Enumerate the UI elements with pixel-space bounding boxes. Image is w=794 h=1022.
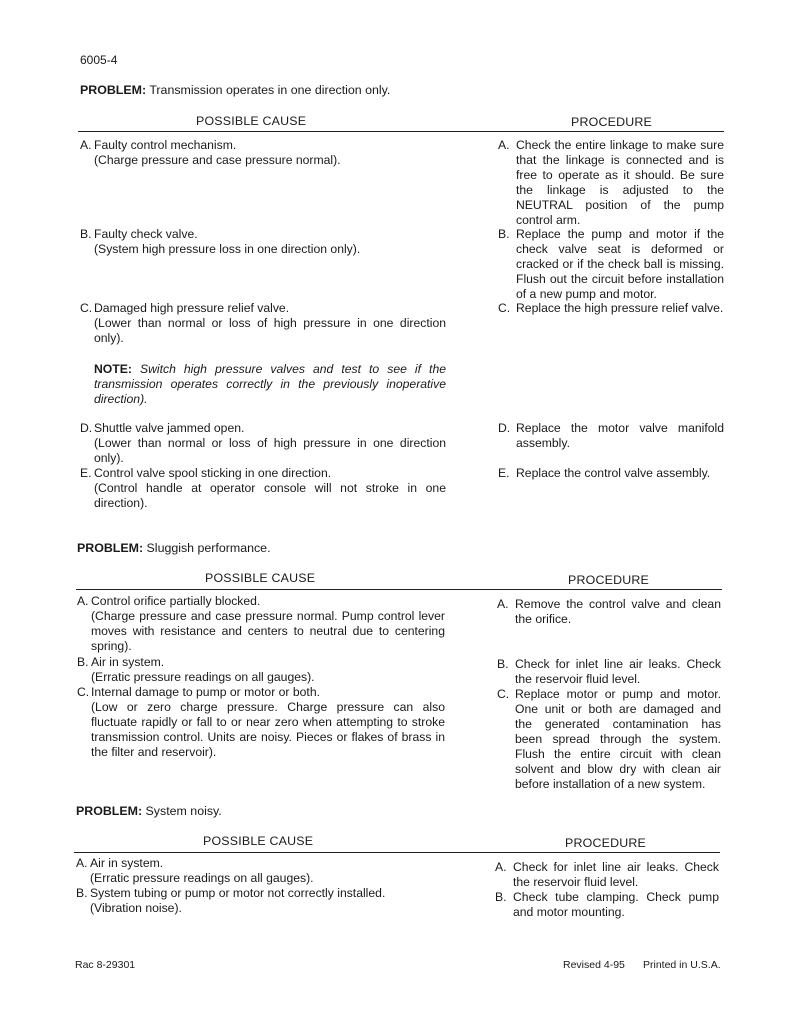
procedure-item: [498, 138, 724, 228]
note-text: Switch high pressure valves and test to see if the transmission operates correctly in the previously inoperative direction).: [94, 362, 446, 406]
problem-label: PROBLEM:: [80, 83, 147, 97]
item-letter: C.: [497, 687, 510, 701]
problem-text: System noisy.: [145, 804, 222, 818]
cause-title: Air in system.: [91, 655, 165, 669]
item-letter: E.: [498, 466, 510, 480]
procedure-item: [498, 421, 724, 451]
cause-item: [80, 301, 450, 346]
cause-detail: (Erratic pressure readings on all gauges).: [90, 871, 314, 885]
cause-title: Faulty control mechanism.: [94, 138, 237, 152]
footer-document-id: Rac 8-29301: [75, 959, 136, 971]
problem-statement-1: [80, 83, 390, 98]
footer-revised: Revised 4-95: [563, 959, 625, 971]
cause-title: Internal damage to pump or motor or both.: [91, 685, 320, 699]
procedure-item: [495, 860, 719, 890]
item-letter: A.: [80, 138, 92, 152]
procedure-item: [497, 657, 721, 687]
procedure-text: Replace the motor valve manifold assembly.: [516, 421, 724, 450]
problem-text: Transmission operates in one direction only.: [149, 83, 391, 97]
procedure-item: [497, 597, 721, 627]
cause-detail: (Lower than normal or loss of high pressure in one direction only).: [94, 316, 446, 345]
procedure-item: [497, 687, 721, 792]
procedure-text: Check for inlet line air leaks. Check the reservoir fluid level.: [515, 657, 721, 686]
cause-item: [80, 421, 450, 466]
procedure-item: [498, 301, 724, 316]
item-letter: A.: [77, 594, 89, 608]
cause-title: Faulty check valve.: [94, 227, 198, 241]
cause-item: [77, 685, 449, 760]
item-letter: B.: [77, 655, 89, 669]
possible-cause-header: POSSIBLE CAUSE: [196, 114, 307, 128]
cause-item: [77, 655, 449, 685]
procedure-header: PROCEDURE: [568, 573, 649, 587]
procedure-text: Check for inlet line air leaks. Check the reservoir fluid level.: [513, 860, 719, 889]
cause-detail: (Low or zero charge pressure. Charge pressure can also fluctuate rapidly or fall to or near zero when attempting to stroke transmission control. Units are noisy. Pieces or flakes of brass in the filter and reservoir).: [91, 700, 445, 759]
procedure-header: PROCEDURE: [565, 836, 646, 850]
item-letter: D.: [80, 421, 93, 435]
procedure-text: Replace motor or pump and motor. One unit or both are damaged and the generated contamination has been spread through the system. Flush the entire circuit with clean solvent and blow dry with clean air before installation of a new system.: [515, 687, 721, 791]
item-letter: A.: [498, 138, 510, 152]
procedure-item: [495, 890, 719, 920]
cause-item: [80, 227, 450, 257]
procedure-text: Replace the pump and motor if the check valve seat is deformed or cracked or if the check ball is missing. Flush out the circuit before installation of a new pump and motor.: [516, 227, 724, 301]
cause-detail: (Control handle at operator console will not stroke in one direction).: [94, 481, 446, 510]
cause-title: Damaged high pressure relief valve.: [94, 301, 290, 315]
problem-label: PROBLEM:: [76, 804, 143, 818]
procedure-item: [498, 466, 724, 481]
item-letter: A.: [495, 860, 507, 874]
cause-detail: (Vibration noise).: [90, 901, 182, 915]
cause-item: [80, 138, 450, 168]
cause-detail: (Erratic pressure readings on all gauges).: [91, 670, 315, 684]
item-letter: D.: [498, 421, 511, 435]
item-letter: B.: [497, 657, 509, 671]
item-letter: C.: [80, 301, 93, 315]
cause-detail: (Charge pressure and case pressure normal. Pump control lever moves with resistance and centers to neutral due to centering spring).: [91, 609, 445, 653]
note-block: [94, 362, 446, 407]
footer-printed: Printed in U.S.A.: [643, 959, 721, 971]
cause-title: Air in system.: [90, 856, 164, 870]
item-letter: B.: [495, 890, 507, 904]
problem-label: PROBLEM:: [77, 541, 144, 555]
cause-item: [77, 594, 449, 654]
item-letter: C.: [77, 685, 90, 699]
procedure-header: PROCEDURE: [571, 115, 652, 129]
cause-title: Control orifice partially blocked.: [91, 594, 261, 608]
procedure-text: Check tube clamping. Check pump and motor mounting.: [513, 890, 719, 919]
problem-statement-2: [77, 541, 271, 556]
header-rule: [74, 852, 720, 853]
page-number: 6005-4: [80, 53, 118, 67]
cause-item: [76, 856, 448, 886]
header-rule: [76, 589, 722, 590]
note-label: NOTE:: [94, 362, 132, 376]
possible-cause-header: POSSIBLE CAUSE: [205, 571, 316, 585]
procedure-text: Check the entire linkage to make sure that the linkage is connected and is free to operate as it should. Be sure the linkage is adjusted to the NEUTRAL position of the pump control arm.: [516, 138, 724, 227]
problem-statement-3: [76, 804, 222, 819]
cause-detail: (Lower than normal or loss of high pressure in one direction only).: [94, 436, 446, 465]
header-rule: [78, 131, 724, 132]
cause-item: [80, 466, 450, 511]
item-letter: A.: [76, 856, 88, 870]
cause-title: Shuttle valve jammed open.: [94, 421, 245, 435]
problem-text: Sluggish performance.: [146, 541, 271, 555]
item-letter: C.: [498, 301, 511, 315]
item-letter: B.: [80, 227, 92, 241]
item-letter: B.: [498, 227, 510, 241]
possible-cause-header: POSSIBLE CAUSE: [203, 834, 314, 848]
procedure-text: Remove the control valve and clean the orifice.: [515, 597, 721, 626]
cause-item: [76, 886, 448, 916]
procedure-text: Replace the control valve assembly.: [516, 466, 711, 480]
cause-detail: (System high pressure loss in one direction only).: [94, 242, 361, 256]
item-letter: B.: [76, 886, 88, 900]
procedure-item: [498, 227, 724, 302]
item-letter: A.: [497, 597, 509, 611]
cause-title: System tubing or pump or motor not correctly installed.: [90, 886, 386, 900]
procedure-text: Replace the high pressure relief valve.: [516, 301, 724, 315]
cause-title: Control valve spool sticking in one direction.: [94, 466, 332, 480]
cause-detail: (Charge pressure and case pressure normal).: [94, 153, 341, 167]
item-letter: E.: [80, 466, 92, 480]
